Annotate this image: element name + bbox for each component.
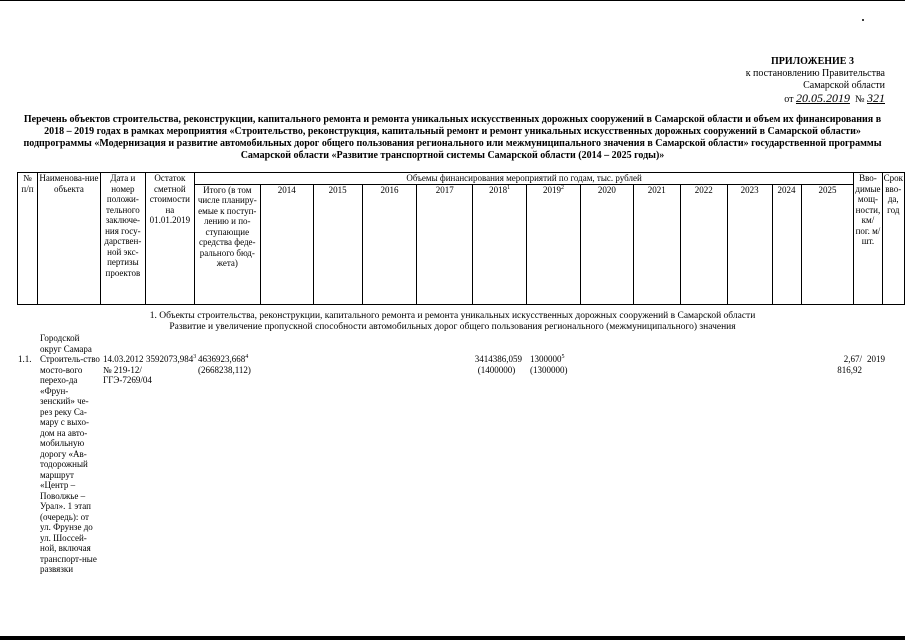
col-date: Дата и номер положи-тельного заключе-ния госу-дарствен-ной экс-пертизы проектов bbox=[100, 173, 145, 305]
col-capacity: Вво-димые мощ-ности, км/ пог. м/шт. bbox=[854, 173, 882, 305]
appendix-date: 20.05.2019 bbox=[795, 91, 850, 105]
col-rest: Остаток сметной стоимости на 01.01.2019 bbox=[145, 173, 194, 305]
col-total: Итого (в том числе планиру-емые к поступ-лению и по-ступающие средства феде-рального бюд-жета) bbox=[194, 184, 260, 304]
year-2018: 2018$^1$ bbox=[473, 184, 527, 304]
section-title: 1. Объекты строительства, реконструкции, капитального ремонта и ремонта уникальных искусственных дорожных сооружений в Самарской области bbox=[149, 311, 756, 321]
number-label: № bbox=[854, 94, 865, 105]
row-name: Строитель-ство мосто-вого перехо-да «Фрун-зенский» че-рез реку Са-мару с выхо-дом на авто-мобильную дорогу «Ав-тодорожный маршрут «Центр – Поволжье – Урал». 1 этап (очередь): от ул. Фрунзе до ул. Шоссей-ной, включая транспорт-ные развязки bbox=[40, 354, 100, 574]
row-capacity: 2,67/ 816,92 bbox=[837, 354, 862, 375]
year-2019: 2019$^2$ bbox=[527, 184, 581, 304]
row-2018: 3414386,059 (1400000) bbox=[474, 354, 522, 375]
col-name: Наименова-ние объекта bbox=[37, 173, 100, 305]
row-2019: 1300000$^5$ (1300000) bbox=[530, 354, 568, 375]
appendix-title: ПРИЛОЖЕНИЕ 3 bbox=[771, 56, 854, 67]
row-date: 14.03.2012 № 219-12/ГГЭ-7269/04 bbox=[103, 354, 152, 385]
year-2025: 2025 bbox=[801, 184, 854, 304]
row-total: 4636923,668$^4$ (2668238,112) bbox=[198, 354, 251, 375]
district-label: Городской округ Самара bbox=[40, 333, 92, 354]
appendix-line1: к постановлению Правительства bbox=[745, 68, 885, 79]
header-table bbox=[17, 172, 905, 305]
col-term: Срок вво-да, год bbox=[882, 173, 904, 305]
year-2016: 2016 bbox=[362, 184, 417, 304]
document-heading: Перечень объектов строительства, реконструкции, капитального ремонта и ремонта уникальных искусственных дорожных сооружений в Самарской области и объем их финансирования в 2018 – 2019 годах в рамках мероприятия «Строительство, реконструкция, капитальный ремонт и ремонт уникальных искусственных дорожных сооружений в Самарской области» подпрограммы «Модернизация и развитие автомобильных дорог общего пользования регионального или межмуниципального значения в Самарской области» государственной программы Самарской области «Развитие транспортной системы Самарской области (2014 – 2025 годы)» bbox=[23, 114, 882, 161]
col-num: № п/п bbox=[18, 173, 38, 305]
col-volumes: Объемы финансирования мероприятий по годам, тыс. рублей bbox=[194, 173, 854, 185]
year-2022: 2022 bbox=[680, 184, 727, 304]
row-term: 2019 bbox=[867, 354, 885, 364]
appendix-sign-line bbox=[700, 92, 885, 106]
appendix-line2: Самарской области bbox=[803, 80, 885, 91]
page-top-border bbox=[0, 0, 905, 1]
from-label: от bbox=[784, 94, 794, 105]
row-rest: 3592073,984$^3$ bbox=[146, 354, 197, 364]
appendix-number: 321 bbox=[867, 91, 885, 105]
year-2023: 2023 bbox=[727, 184, 772, 304]
year-2024: 2024 bbox=[772, 184, 801, 304]
scan-speck bbox=[862, 19, 864, 21]
page-bottom-border bbox=[0, 636, 905, 640]
year-2015: 2015 bbox=[313, 184, 362, 304]
appendix-block bbox=[700, 56, 885, 106]
year-2014: 2014 bbox=[260, 184, 313, 304]
year-2020: 2020 bbox=[580, 184, 633, 304]
year-2021: 2021 bbox=[633, 184, 680, 304]
section-subtitle: Развитие и увеличение пропускной способности автомобильных дорог общего пользования регионального (межмуниципального) значения bbox=[169, 322, 736, 332]
row-num: 1.1. bbox=[18, 354, 32, 364]
year-2017: 2017 bbox=[417, 184, 473, 304]
